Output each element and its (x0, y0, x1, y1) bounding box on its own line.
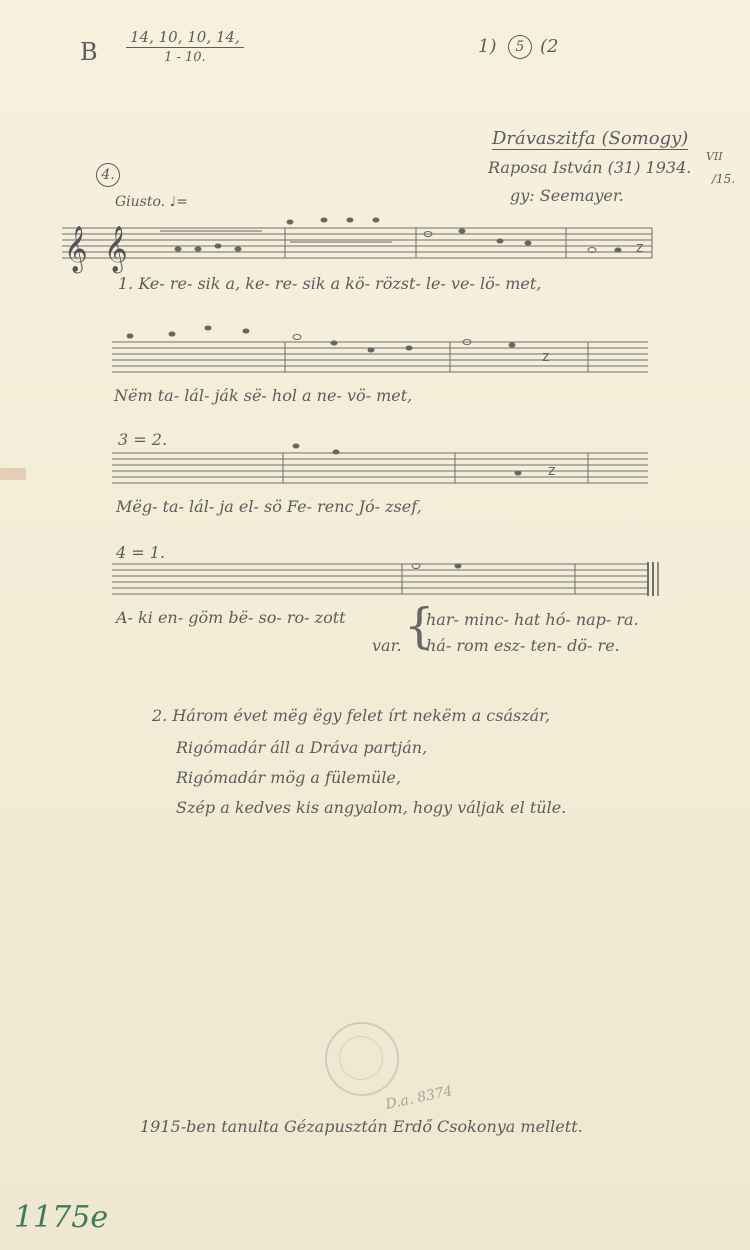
verse2-line-2: Rigómadár áll a Dráva partján, (176, 738, 428, 757)
date-month: VII (706, 150, 723, 163)
fraction-bottom: 1 - 10. (164, 50, 206, 65)
lyric-line-1: 1. Ke- re- sik a, ke- re- sik a kö- rözst- le- ve- lö- met, (118, 274, 542, 293)
repeat-marker-2: 4 = 1. (116, 543, 166, 562)
lyric-line-4a: A- ki en- göm bë- so- ro- zott (116, 608, 346, 627)
staff-line-group-4 (112, 564, 648, 594)
brace: { (404, 598, 435, 654)
staff-line-group-1 (62, 228, 652, 258)
repeat-marker-1: 3 = 2. (118, 430, 168, 449)
reference-prefix: 1) (478, 36, 497, 57)
archive-stamp (325, 1022, 399, 1096)
collector: gy: Seemayer. (510, 186, 624, 205)
svg-text:z: z (542, 349, 550, 365)
lyric-variant-1: har- minc- hat hó- nap- ra. (426, 610, 639, 629)
pencil-code: D.a. 8374 (384, 1083, 454, 1113)
reference-suffix: (2 (540, 36, 559, 57)
footer-note: 1915-ben tanulta Gézapusztán Erdő Csokonya mellett. (140, 1117, 583, 1136)
verse2-line-1: 2. Három évet mëg ëgy felet írt nekëm a császár, (152, 706, 551, 725)
collection-place: Drávaszitfa (Somogy) (492, 128, 689, 149)
staff-line-group-3 (112, 453, 648, 483)
svg-text:z: z (636, 240, 644, 256)
fraction-top: 14, 10, 10, 14, (126, 28, 244, 48)
singer-info: Raposa István (31) 1934. (488, 158, 692, 177)
tempo-marking: Giusto. ♩= (115, 194, 188, 210)
lyric-line-4b: var. (372, 636, 402, 655)
tune-number: 4. (96, 163, 120, 187)
lyric-line-2: Nëm ta- lál- ják së- hol a ne- vö- met, (114, 386, 413, 405)
treble-clef-2: 𝄞 (104, 226, 128, 272)
reference-circled-number: 5 (508, 35, 532, 59)
verse2-line-3: Rigómadár mög a fülemüle, (176, 768, 401, 787)
staff-line-group-2 (112, 342, 648, 372)
date-day: /15. (712, 172, 736, 186)
treble-clef-1: 𝄞 (64, 226, 88, 272)
archive-letter: B (80, 38, 98, 66)
lyric-variant-2: há- rom esz- ten- dö- re. (426, 636, 620, 655)
lyric-line-3: Mëg- ta- lál- ja el- sö Fe- renc Jó- zsef, (116, 497, 422, 516)
signum-number: 1175e (14, 1200, 109, 1235)
svg-text:z: z (548, 463, 556, 479)
verse2-line-4: Szép a kedves kis angyalom, hogy váljak el tüle. (176, 798, 567, 817)
